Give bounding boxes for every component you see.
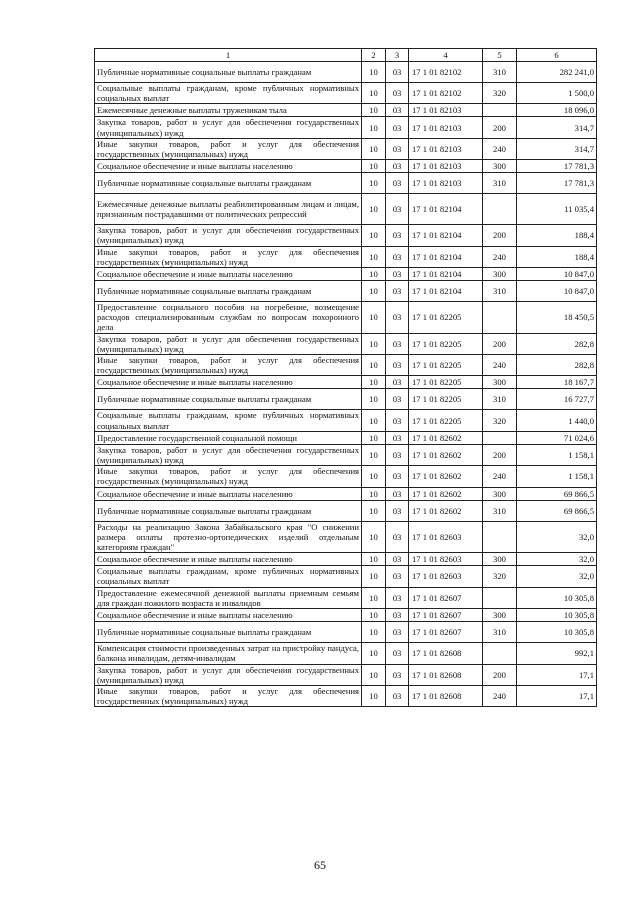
header-cell-5: 5: [483, 49, 517, 62]
row-amount-cell: 18 096,0: [517, 104, 597, 117]
row-expense-type-cell: 320: [483, 566, 517, 587]
table-row: [95, 410, 597, 431]
row-section-cell: 10: [362, 225, 386, 246]
row-amount-cell: 11 035,4: [517, 194, 597, 225]
row-expense-type-cell: 240: [483, 246, 517, 267]
row-section-cell: 10: [362, 62, 386, 83]
row-section-cell: 10: [362, 487, 386, 500]
row-expense-type-cell: 240: [483, 466, 517, 487]
row-name-cell: Публичные нормативные социальные выплаты гражданам: [95, 62, 362, 83]
page-number: 65: [314, 858, 326, 872]
row-target-article-cell: 17 1 01 82205: [409, 355, 483, 376]
row-amount-cell: 992,1: [517, 643, 597, 664]
row-expense-type-cell: 300: [483, 609, 517, 622]
row-name-cell: Публичные нормативные социальные выплаты гражданам: [95, 389, 362, 410]
header-cell-6: 6: [517, 49, 597, 62]
row-expense-type-cell: 310: [483, 500, 517, 521]
row-expense-type-cell: [483, 302, 517, 334]
row-name-cell: Иные закупки товаров, работ и услуг для обеспечения государственных (муниципальных) нужд: [95, 355, 362, 376]
row-amount-cell: 18 450,5: [517, 302, 597, 334]
row-expense-type-cell: 200: [483, 225, 517, 246]
row-target-article-cell: 17 1 01 82603: [409, 521, 483, 553]
row-expense-type-cell: 200: [483, 664, 517, 685]
row-target-article-cell: 17 1 01 82102: [409, 62, 483, 83]
row-amount-cell: 71 024,6: [517, 431, 597, 444]
row-target-article-cell: 17 1 01 82205: [409, 389, 483, 410]
table-row: [95, 268, 597, 281]
row-target-article-cell: 17 1 01 82103: [409, 173, 483, 194]
row-amount-cell: 10 847,0: [517, 268, 597, 281]
row-subsection-cell: 03: [386, 138, 409, 159]
row-target-article-cell: 17 1 01 82603: [409, 566, 483, 587]
row-section-cell: 10: [362, 194, 386, 225]
row-subsection-cell: 03: [386, 355, 409, 376]
row-subsection-cell: 03: [386, 117, 409, 138]
row-subsection-cell: 03: [386, 553, 409, 566]
table-row: [95, 664, 597, 685]
table-header-row: [95, 49, 597, 62]
row-expense-type-cell: 300: [483, 376, 517, 389]
row-expense-type-cell: 300: [483, 487, 517, 500]
row-target-article-cell: 17 1 01 82103: [409, 117, 483, 138]
row-name-cell: Социальное обеспечение и иные выплаты населению: [95, 160, 362, 173]
row-section-cell: 10: [362, 609, 386, 622]
row-name-cell: Закупка товаров, работ и услуг для обеспечения государственных (муниципальных) нужд: [95, 225, 362, 246]
row-section-cell: 10: [362, 389, 386, 410]
row-section-cell: 10: [362, 160, 386, 173]
row-expense-type-cell: 300: [483, 268, 517, 281]
row-section-cell: 10: [362, 685, 386, 706]
table-row: [95, 138, 597, 159]
row-amount-cell: 10 305,8: [517, 622, 597, 643]
row-name-cell: Социальное обеспечение и иные выплаты населению: [95, 553, 362, 566]
row-section-cell: 10: [362, 521, 386, 553]
row-expense-type-cell: 320: [483, 410, 517, 431]
row-name-cell: Социальные выплаты гражданам, кроме публичных нормативных социальных выплат: [95, 566, 362, 587]
row-section-cell: 10: [362, 268, 386, 281]
table-row: [95, 281, 597, 302]
row-target-article-cell: 17 1 01 82104: [409, 246, 483, 267]
row-expense-type-cell: [483, 587, 517, 608]
row-subsection-cell: 03: [386, 389, 409, 410]
row-name-cell: Социальное обеспечение и иные выплаты населению: [95, 376, 362, 389]
table-row: [95, 500, 597, 521]
row-target-article-cell: 17 1 01 82205: [409, 376, 483, 389]
row-name-cell: Социальное обеспечение и иные выплаты населению: [95, 487, 362, 500]
table-row: [95, 355, 597, 376]
row-amount-cell: 1 158,1: [517, 466, 597, 487]
row-amount-cell: 16 727,7: [517, 389, 597, 410]
table-row: [95, 643, 597, 664]
row-subsection-cell: 03: [386, 410, 409, 431]
row-expense-type-cell: 240: [483, 685, 517, 706]
table-row: [95, 431, 597, 444]
row-target-article-cell: 17 1 01 82104: [409, 225, 483, 246]
row-expense-type-cell: 320: [483, 83, 517, 104]
row-expense-type-cell: 240: [483, 355, 517, 376]
row-name-cell: Предоставление социального пособия на погребение, возмещение расходов специализированным службам по вопросам похоронного дела: [95, 302, 362, 334]
row-name-cell: Иные закупки товаров, работ и услуг для обеспечения государственных (муниципальных) нужд: [95, 246, 362, 267]
row-expense-type-cell: 200: [483, 117, 517, 138]
row-section-cell: 10: [362, 410, 386, 431]
row-name-cell: Предоставление государственной социальной помощи: [95, 431, 362, 444]
row-section-cell: 10: [362, 500, 386, 521]
table-row: [95, 487, 597, 500]
row-subsection-cell: 03: [386, 444, 409, 465]
row-target-article-cell: 17 1 01 82602: [409, 487, 483, 500]
row-target-article-cell: 17 1 01 82602: [409, 431, 483, 444]
row-subsection-cell: 03: [386, 376, 409, 389]
row-target-article-cell: 17 1 01 82607: [409, 622, 483, 643]
row-name-cell: Публичные нормативные социальные выплаты гражданам: [95, 173, 362, 194]
row-target-article-cell: 17 1 01 82607: [409, 587, 483, 608]
row-section-cell: 10: [362, 246, 386, 267]
row-target-article-cell: 17 1 01 82602: [409, 466, 483, 487]
row-section-cell: 10: [362, 281, 386, 302]
row-section-cell: 10: [362, 622, 386, 643]
row-target-article-cell: 17 1 01 82607: [409, 609, 483, 622]
row-name-cell: Социальные выплаты гражданам, кроме публичных нормативных социальных выплат: [95, 410, 362, 431]
row-amount-cell: 32,0: [517, 553, 597, 566]
row-expense-type-cell: [483, 643, 517, 664]
row-section-cell: 10: [362, 431, 386, 444]
row-subsection-cell: 03: [386, 281, 409, 302]
table-row: [95, 246, 597, 267]
row-section-cell: 10: [362, 104, 386, 117]
table-row: [95, 376, 597, 389]
header-cell-1: 1: [95, 49, 362, 62]
table-row: [95, 444, 597, 465]
row-target-article-cell: 17 1 01 82104: [409, 281, 483, 302]
row-target-article-cell: 17 1 01 82205: [409, 333, 483, 354]
row-section-cell: 10: [362, 553, 386, 566]
row-name-cell: Закупка товаров, работ и услуг для обеспечения государственных (муниципальных) нужд: [95, 333, 362, 354]
row-subsection-cell: 03: [386, 268, 409, 281]
row-subsection-cell: 03: [386, 643, 409, 664]
row-amount-cell: 10 305,8: [517, 587, 597, 608]
row-subsection-cell: 03: [386, 246, 409, 267]
row-target-article-cell: 17 1 01 82608: [409, 643, 483, 664]
row-name-cell: Ежемесячные денежные выплаты труженикам тыла: [95, 104, 362, 117]
table-row: [95, 685, 597, 706]
table-row: [95, 225, 597, 246]
row-name-cell: Закупка товаров, работ и услуг для обеспечения государственных (муниципальных) нужд: [95, 444, 362, 465]
row-target-article-cell: 17 1 01 82102: [409, 83, 483, 104]
row-target-article-cell: 17 1 01 82602: [409, 444, 483, 465]
row-subsection-cell: 03: [386, 466, 409, 487]
table-row: [95, 104, 597, 117]
row-name-cell: Социальное обеспечение и иные выплаты населению: [95, 268, 362, 281]
row-subsection-cell: 03: [386, 62, 409, 83]
row-section-cell: 10: [362, 83, 386, 104]
row-target-article-cell: 17 1 01 82205: [409, 302, 483, 334]
header-cell-2: 2: [362, 49, 386, 62]
table-row: [95, 466, 597, 487]
row-amount-cell: 282,8: [517, 355, 597, 376]
row-name-cell: Иные закупки товаров, работ и услуг для обеспечения государственных (муниципальных) нужд: [95, 138, 362, 159]
row-subsection-cell: 03: [386, 160, 409, 173]
table-row: [95, 333, 597, 354]
row-name-cell: Расходы на реализацию Закона Забайкальского края "О снижении размера оплаты протезно-ортопедических изделий отдельным категориям граждан": [95, 521, 362, 553]
row-section-cell: 10: [362, 444, 386, 465]
row-target-article-cell: 17 1 01 82205: [409, 410, 483, 431]
row-section-cell: 10: [362, 466, 386, 487]
row-amount-cell: 314,7: [517, 138, 597, 159]
row-expense-type-cell: [483, 431, 517, 444]
row-amount-cell: 69 866,5: [517, 487, 597, 500]
table-row: [95, 553, 597, 566]
row-amount-cell: 17 781,3: [517, 173, 597, 194]
row-target-article-cell: 17 1 01 82104: [409, 268, 483, 281]
row-section-cell: 10: [362, 355, 386, 376]
row-amount-cell: 32,0: [517, 566, 597, 587]
row-amount-cell: 282 241,0: [517, 62, 597, 83]
table-row: [95, 566, 597, 587]
row-amount-cell: 282,8: [517, 333, 597, 354]
table-body: [95, 49, 597, 707]
row-amount-cell: 32,0: [517, 521, 597, 553]
row-subsection-cell: 03: [386, 333, 409, 354]
row-subsection-cell: 03: [386, 609, 409, 622]
row-amount-cell: 17,1: [517, 664, 597, 685]
table-row: [95, 389, 597, 410]
row-amount-cell: 188,4: [517, 225, 597, 246]
row-name-cell: Иные закупки товаров, работ и услуг для обеспечения государственных (муниципальных) нужд: [95, 466, 362, 487]
budget-table: [94, 48, 597, 707]
row-amount-cell: 1 440,0: [517, 410, 597, 431]
row-subsection-cell: 03: [386, 83, 409, 104]
row-expense-type-cell: 300: [483, 160, 517, 173]
table-row: [95, 609, 597, 622]
row-expense-type-cell: 310: [483, 389, 517, 410]
row-subsection-cell: 03: [386, 500, 409, 521]
row-subsection-cell: 03: [386, 587, 409, 608]
row-amount-cell: 17,1: [517, 685, 597, 706]
row-section-cell: 10: [362, 643, 386, 664]
row-amount-cell: 10 847,0: [517, 281, 597, 302]
row-name-cell: Иные закупки товаров, работ и услуг для обеспечения государственных (муниципальных) нужд: [95, 685, 362, 706]
row-name-cell: Закупка товаров, работ и услуг для обеспечения государственных (муниципальных) нужд: [95, 664, 362, 685]
row-expense-type-cell: 200: [483, 444, 517, 465]
row-subsection-cell: 03: [386, 487, 409, 500]
row-target-article-cell: 17 1 01 82603: [409, 553, 483, 566]
row-target-article-cell: 17 1 01 82608: [409, 664, 483, 685]
row-target-article-cell: 17 1 01 82103: [409, 160, 483, 173]
row-target-article-cell: 17 1 01 82602: [409, 500, 483, 521]
row-section-cell: 10: [362, 587, 386, 608]
row-name-cell: Закупка товаров, работ и услуг для обеспечения государственных (муниципальных) нужд: [95, 117, 362, 138]
row-section-cell: 10: [362, 333, 386, 354]
row-amount-cell: 18 167,7: [517, 376, 597, 389]
table-row: [95, 62, 597, 83]
row-subsection-cell: 03: [386, 622, 409, 643]
header-cell-3: 3: [386, 49, 409, 62]
row-amount-cell: 1 158,1: [517, 444, 597, 465]
row-subsection-cell: 03: [386, 664, 409, 685]
row-name-cell: Публичные нормативные социальные выплаты гражданам: [95, 622, 362, 643]
row-amount-cell: 69 866,5: [517, 500, 597, 521]
row-section-cell: 10: [362, 138, 386, 159]
row-subsection-cell: 03: [386, 225, 409, 246]
row-subsection-cell: 03: [386, 302, 409, 334]
row-subsection-cell: 03: [386, 104, 409, 117]
table-row: [95, 587, 597, 608]
row-expense-type-cell: 310: [483, 173, 517, 194]
row-expense-type-cell: 240: [483, 138, 517, 159]
row-expense-type-cell: [483, 521, 517, 553]
row-section-cell: 10: [362, 173, 386, 194]
table-row: [95, 117, 597, 138]
row-amount-cell: 10 305,8: [517, 609, 597, 622]
row-expense-type-cell: 310: [483, 281, 517, 302]
table-row: [95, 173, 597, 194]
row-expense-type-cell: [483, 104, 517, 117]
row-section-cell: 10: [362, 117, 386, 138]
row-expense-type-cell: [483, 194, 517, 225]
row-amount-cell: 1 500,0: [517, 83, 597, 104]
row-section-cell: 10: [362, 664, 386, 685]
row-subsection-cell: 03: [386, 431, 409, 444]
row-name-cell: Социальные выплаты гражданам, кроме публичных нормативных социальных выплат: [95, 83, 362, 104]
row-name-cell: Ежемесячные денежные выплаты реабилитированным лицам и лицам, признанным пострадавшими от политических репрессий: [95, 194, 362, 225]
row-expense-type-cell: 200: [483, 333, 517, 354]
row-name-cell: Публичные нормативные социальные выплаты гражданам: [95, 500, 362, 521]
row-name-cell: Публичные нормативные социальные выплаты гражданам: [95, 281, 362, 302]
row-target-article-cell: 17 1 01 82608: [409, 685, 483, 706]
row-amount-cell: 188,4: [517, 246, 597, 267]
row-subsection-cell: 03: [386, 194, 409, 225]
row-target-article-cell: 17 1 01 82103: [409, 138, 483, 159]
row-name-cell: Компенсация стоимости произведенных затрат на пристройку пандуса, балкона инвалидам, детям-инвалидам: [95, 643, 362, 664]
row-subsection-cell: 03: [386, 521, 409, 553]
row-target-article-cell: 17 1 01 82104: [409, 194, 483, 225]
header-cell-4: 4: [409, 49, 483, 62]
row-amount-cell: 17 781,3: [517, 160, 597, 173]
row-section-cell: 10: [362, 302, 386, 334]
table-row: [95, 160, 597, 173]
row-target-article-cell: 17 1 01 82103: [409, 104, 483, 117]
row-subsection-cell: 03: [386, 173, 409, 194]
row-section-cell: 10: [362, 376, 386, 389]
row-section-cell: 10: [362, 566, 386, 587]
row-name-cell: Социальное обеспечение и иные выплаты населению: [95, 609, 362, 622]
row-expense-type-cell: 310: [483, 62, 517, 83]
row-expense-type-cell: 300: [483, 553, 517, 566]
table-row: [95, 194, 597, 225]
table-row: [95, 83, 597, 104]
row-amount-cell: 314,7: [517, 117, 597, 138]
table-row: [95, 302, 597, 334]
row-name-cell: Предоставление ежемесячной денежной выплаты приемным семьям для граждан пожилого возраста и инвалидов: [95, 587, 362, 608]
row-subsection-cell: 03: [386, 685, 409, 706]
row-subsection-cell: 03: [386, 566, 409, 587]
table-row: [95, 622, 597, 643]
table-row: [95, 521, 597, 553]
row-expense-type-cell: 310: [483, 622, 517, 643]
